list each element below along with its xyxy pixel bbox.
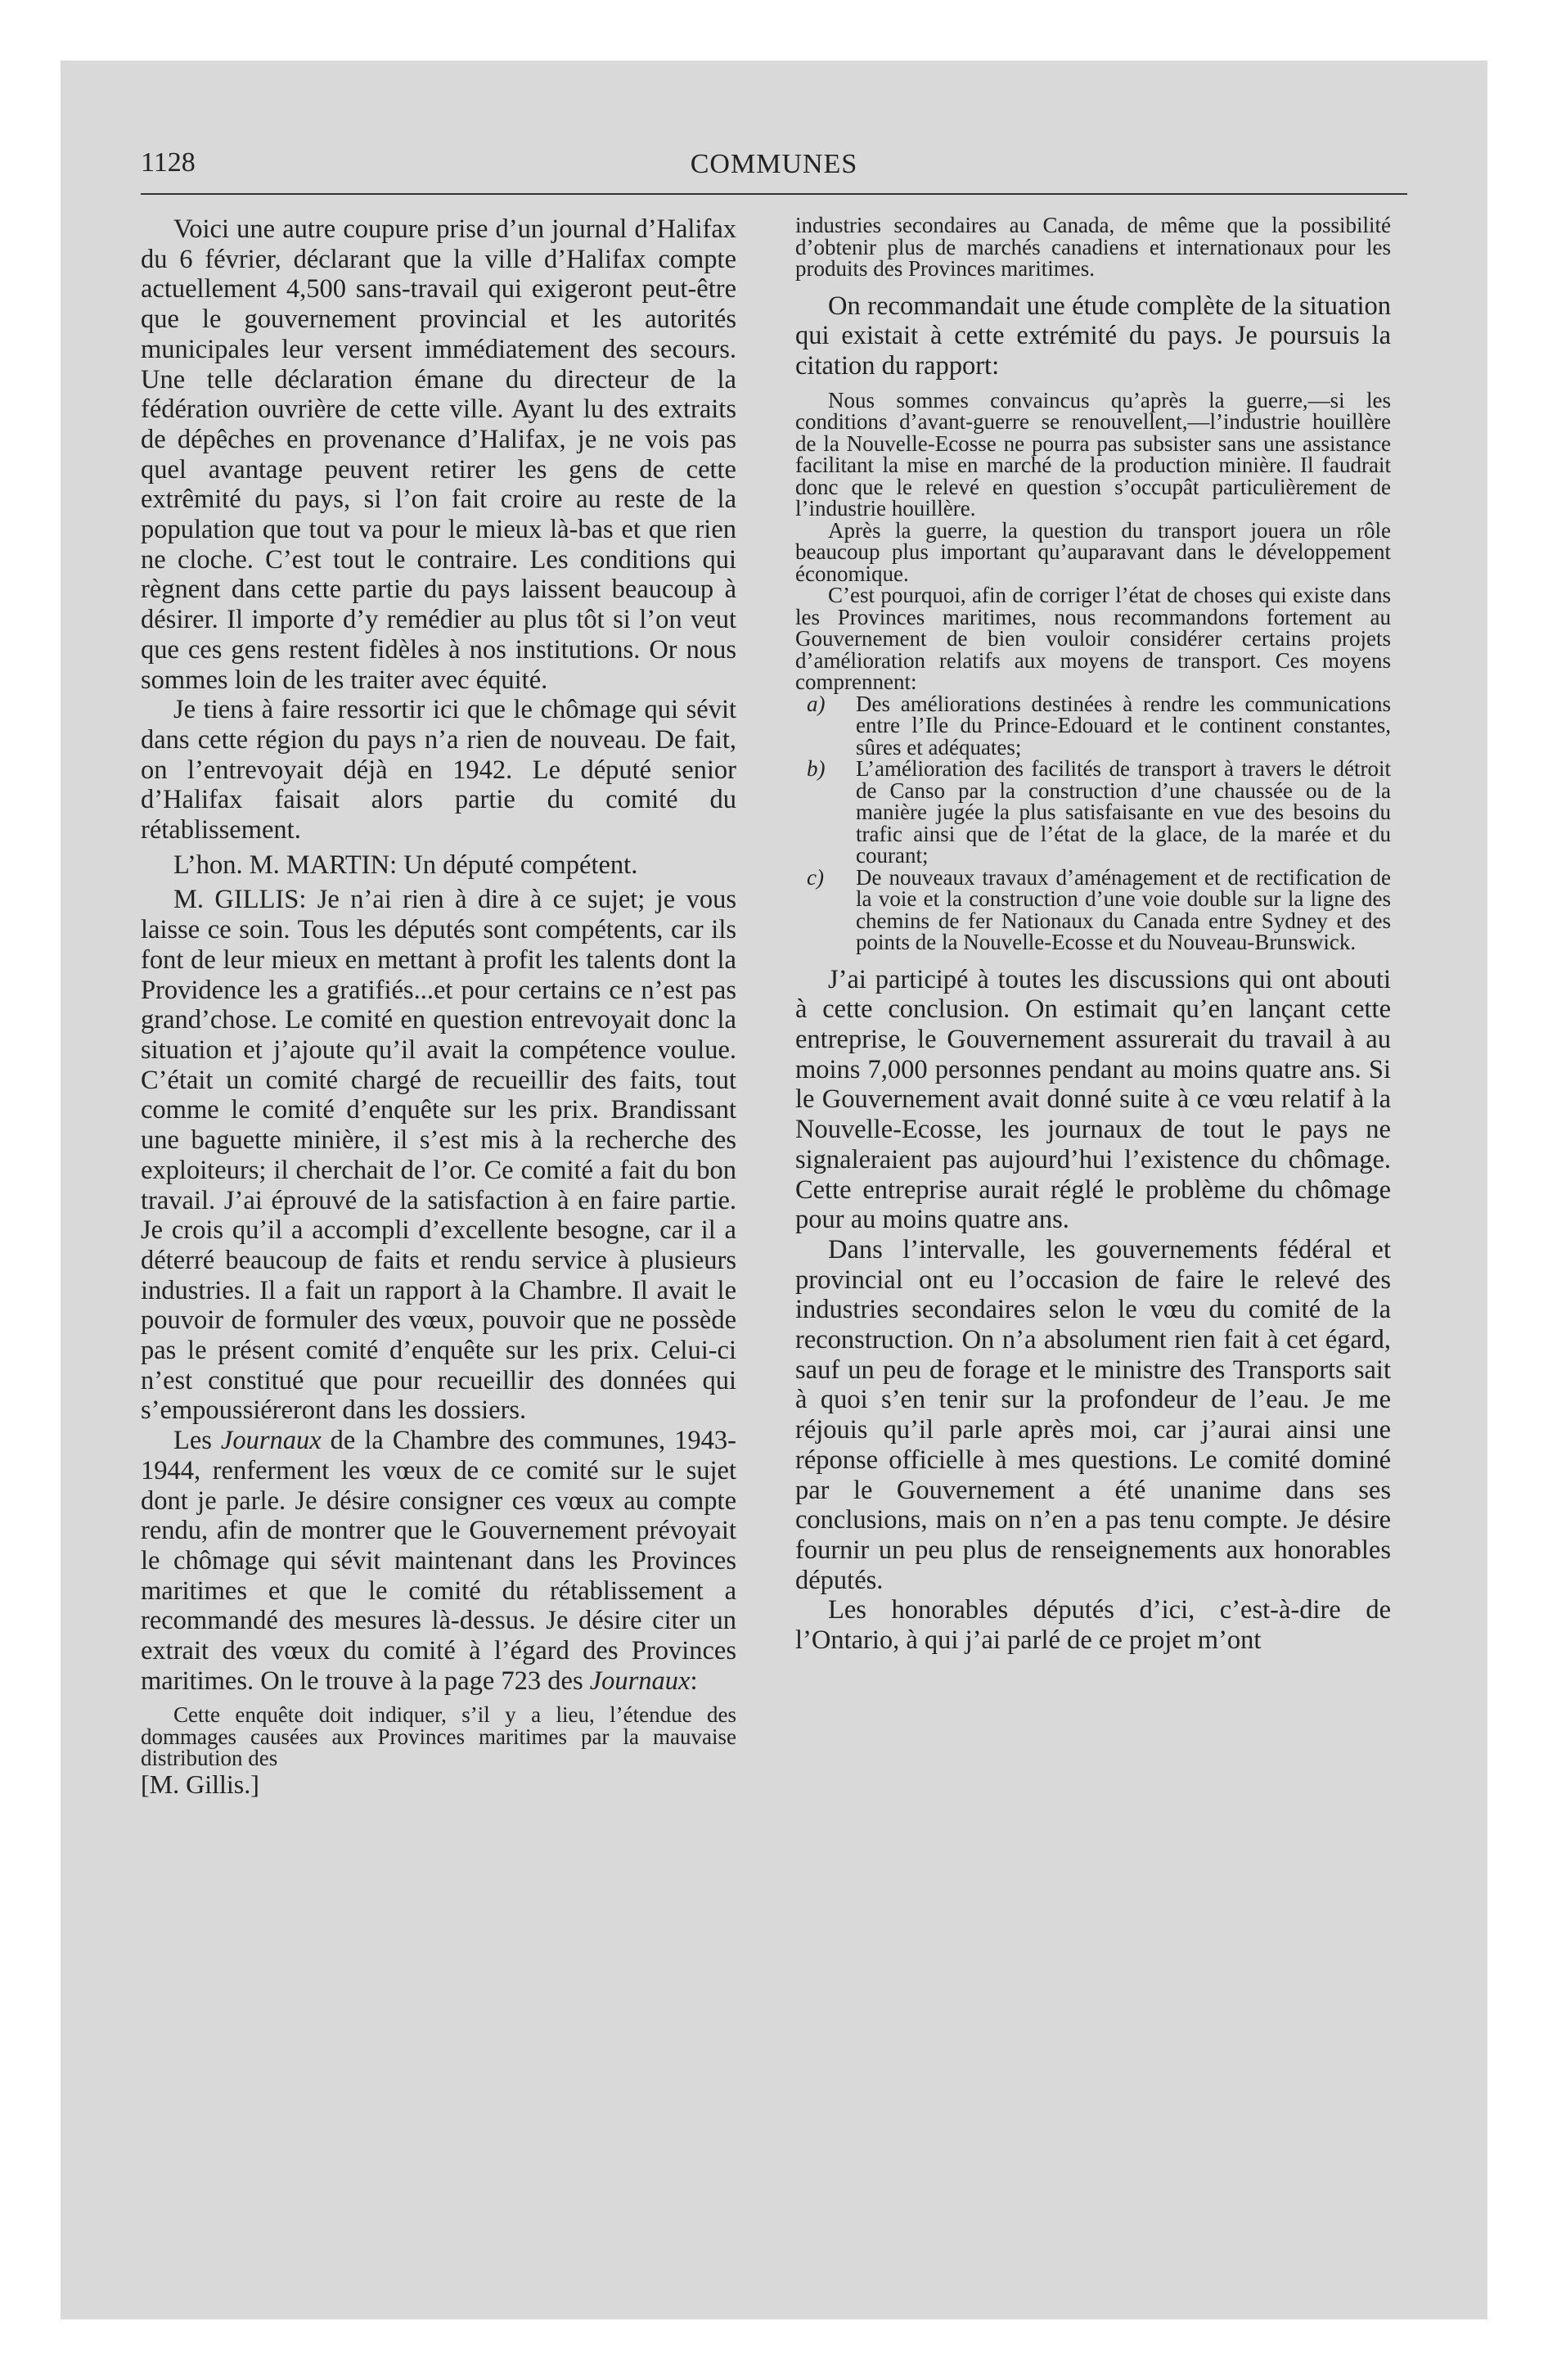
quotation: Nous sommes convaincus qu’après la guerre,—si les conditions d’avant-guerre se renouvellent,—l’industrie houillère de la Nouvelle-Ecosse ne pourra pas subsister sans une assistance facilitant la mise en marché de la production minière. Il faudrait donc que le relevé en question s’occupât particulièrement de l’industrie houillère.: [795, 387, 1391, 521]
journaux-italic: Journaux: [220, 1426, 322, 1456]
paragraph: On recommandait une étude complète de la situation qui existait à cette extrémité du pays. Je poursuis la citation du rapport:: [795, 291, 1391, 381]
quotation: C’est pourquoi, afin de corriger l’état de choses qui existe dans les Provinces maritimes, nous recommandons fortement au Gouvernement de bien vouloir considérer certains projets d’amélioration relatifs aux moyens de transport. Ces moyens comprennent:: [795, 583, 1391, 695]
list-marker: a): [807, 691, 826, 716]
paragraph: J’ai participé à toutes les discussions qui ont abouti à cette conclusion. On estimait qu’en lançant cette entreprise, le Gouvernement assurerait du travail à au moins 7,000 personnes pendant au moins quatre ans. Si le Gouvernement avait donné suite à ce vœu relatif à la Nouvelle-Ecosse, les journaux de tout le pays ne signaleraient pas aujourd’hui l’existence du chômage. Cette entreprise aurait réglé le problème du chômage pour au moins quatre ans.: [795, 964, 1391, 1235]
paragraph: Dans l’intervalle, les gouvernements fédéral et provincial ont eu l’occasion de faire le relevé des industries secondaires selon le vœu du comité de la reconstruction. On n’a absolument rien fait à cet égard, sauf un peu de forage et le ministre des Transports sait à quoi s’en tenir sur la profondeur de l’eau. Je me réjouis qu’il parle après moi, car j’aurai ainsi une réponse officielle à mes questions. Le comité dominé par le Gouvernement a été unanime dans ses conclusions, mais on n’en a pas tenu compte. Je désire fournir un peu plus de renseignements aux honorables députés.: [795, 1234, 1391, 1595]
quotation: Cette enquête doit indiquer, s’il y a lieu, l’étendue des dommages causées aux Provinces maritimes par la mauvaise distribution des: [141, 1702, 736, 1771]
paragraph: M. GILLIS: Je n’ai rien à dire à ce sujet; je vous laisse ce soin. Tous les députés sont compétents, car ils font de leur mieux en mettant à profit les talents dont la Providence les a gratifiés...et pour certains ce n’est pas grand’chose. Le comité en question entrevoyait donc la situation et j’ajoute qu’il avait la compétence voulue. C’était un comité chargé de recueillir des faits, tout comme le comité d’enquête sur les prix. Brandissant une baguette minière, il s’est mis à la recherche des exploiteurs; il cherchait de l’or. Ce comité a fait du bon travail. J’ai éprouvé de la satisfaction à en faire partie. Je crois qu’il a accompli d’excellente besogne, car il a déterré beaucoup de faits et rendu service à plusieurs industries. Il a fait un rapport à la Chambre. Il avait le pouvoir de formuler des vœux, pouvoir que ne possède pas le présent comité d’enquête sur les prix. Celui-ci n’est constitué que pour recueillir des données qui s’empoussiéreront dans les dossiers.: [141, 885, 736, 1426]
left-column: [141, 214, 736, 1799]
list-item: c) De nouveaux travaux d’aménagement et de rectification de la voie et la construction d’une voie double sur la ligne des chemins de fer Nationaux du Canada entre Sydney et des points de la Nouvelle-Ecosse et du Nouveau-Brunswick.: [807, 864, 1391, 955]
right-column: [795, 214, 1391, 1656]
list-item: b) L’amélioration des facilités de transport à travers le détroit de Canso par la construction d’une chaussée ou de la manière jugée la plus satisfaisante en vue des besoins du trafic ainsi que de l’état de la glace, de la marée et du courant;: [807, 756, 1391, 868]
speaker-attribution: [M. Gillis.]: [141, 1769, 259, 1799]
page-header: [141, 147, 1407, 183]
header-rule: [141, 193, 1407, 195]
paragraph: Je tiens à faire ressortir ici que le chômage qui sévit dans cette région du pays n’a rien de nouveau. De fait, on l’entrevoyait déjà en 1942. Le député senior d’Halifax faisait alors partie du comité du rétablissement.: [141, 695, 736, 845]
quotation: Après la guerre, la question du transport jouera un rôle beaucoup plus important qu’auparavant dans le développement économique.: [795, 517, 1391, 586]
journaux-italic: Journaux: [589, 1666, 691, 1696]
recommendation-list: [795, 693, 1391, 953]
running-title: COMMUNES: [690, 149, 858, 179]
paragraph: Voici une autre coupure prise d’un journal d’Halifax du 6 février, déclarant que la ville d’Halifax compte actuellement 4,500 sans-travail qui exigeront peut-être que le gouvernement provincial et les autorités municipales leur versent immédiatement des secours. Une telle déclaration émane du directeur de la fédération ouvrière de cette ville. Ayant lu des extraits de dépêches en provenance d’Halifax, je ne vois pas quel avantage peuvent retirer les gens de cette extrêmité du pays, si l’on fait croire au reste de la population que tout va pour le mieux là-bas et que rien ne cloche. C’est tout le contraire. Les conditions qui règnent dans cette partie du pays laissent beaucoup à désirer. Il importe d’y remédier au plus tôt si l’on veut que ces gens restent fidèles à nos institutions. Or nous sommes loin de les traiter avec équité.: [141, 214, 736, 695]
quotation: industries secondaires au Canada, de même que la possibilité d’obtenir plus de marchés canadiens et internationaux pour les produits des Provinces maritimes.: [795, 213, 1391, 281]
list-marker: b): [807, 756, 826, 782]
page-number: 1128: [141, 147, 196, 178]
paragraph: Les Journaux de la Chambre des communes, 1943-1944, renferment les vœux de ce comité sur le sujet dont je parle. Je désire consigner ces vœux au compte rendu, afin de montrer que le Gouvernement prévoyait le chômage qui sévit maintenant dans les Provinces maritimes et que le comité du rétablissement a recommandé des mesures là-dessus. Je désire citer un extrait des vœux du comité à l’égard des Provinces maritimes. On le trouve à la page 723 des Journaux:: [141, 1426, 736, 1696]
paragraph: Les honorables députés d’ici, c’est-à-dire de l’Ontario, à qui j’ai parlé de ce projet m’ont: [795, 1595, 1391, 1656]
list-item: a) Des améliorations destinées à rendre les communications entre l’Ile du Prince-Edouard et le continent constantes, sûres et adéquates;: [807, 691, 1391, 760]
list-marker: c): [807, 864, 824, 890]
paragraph: L’hon. M. MARTIN: Un député compétent.: [173, 850, 638, 880]
